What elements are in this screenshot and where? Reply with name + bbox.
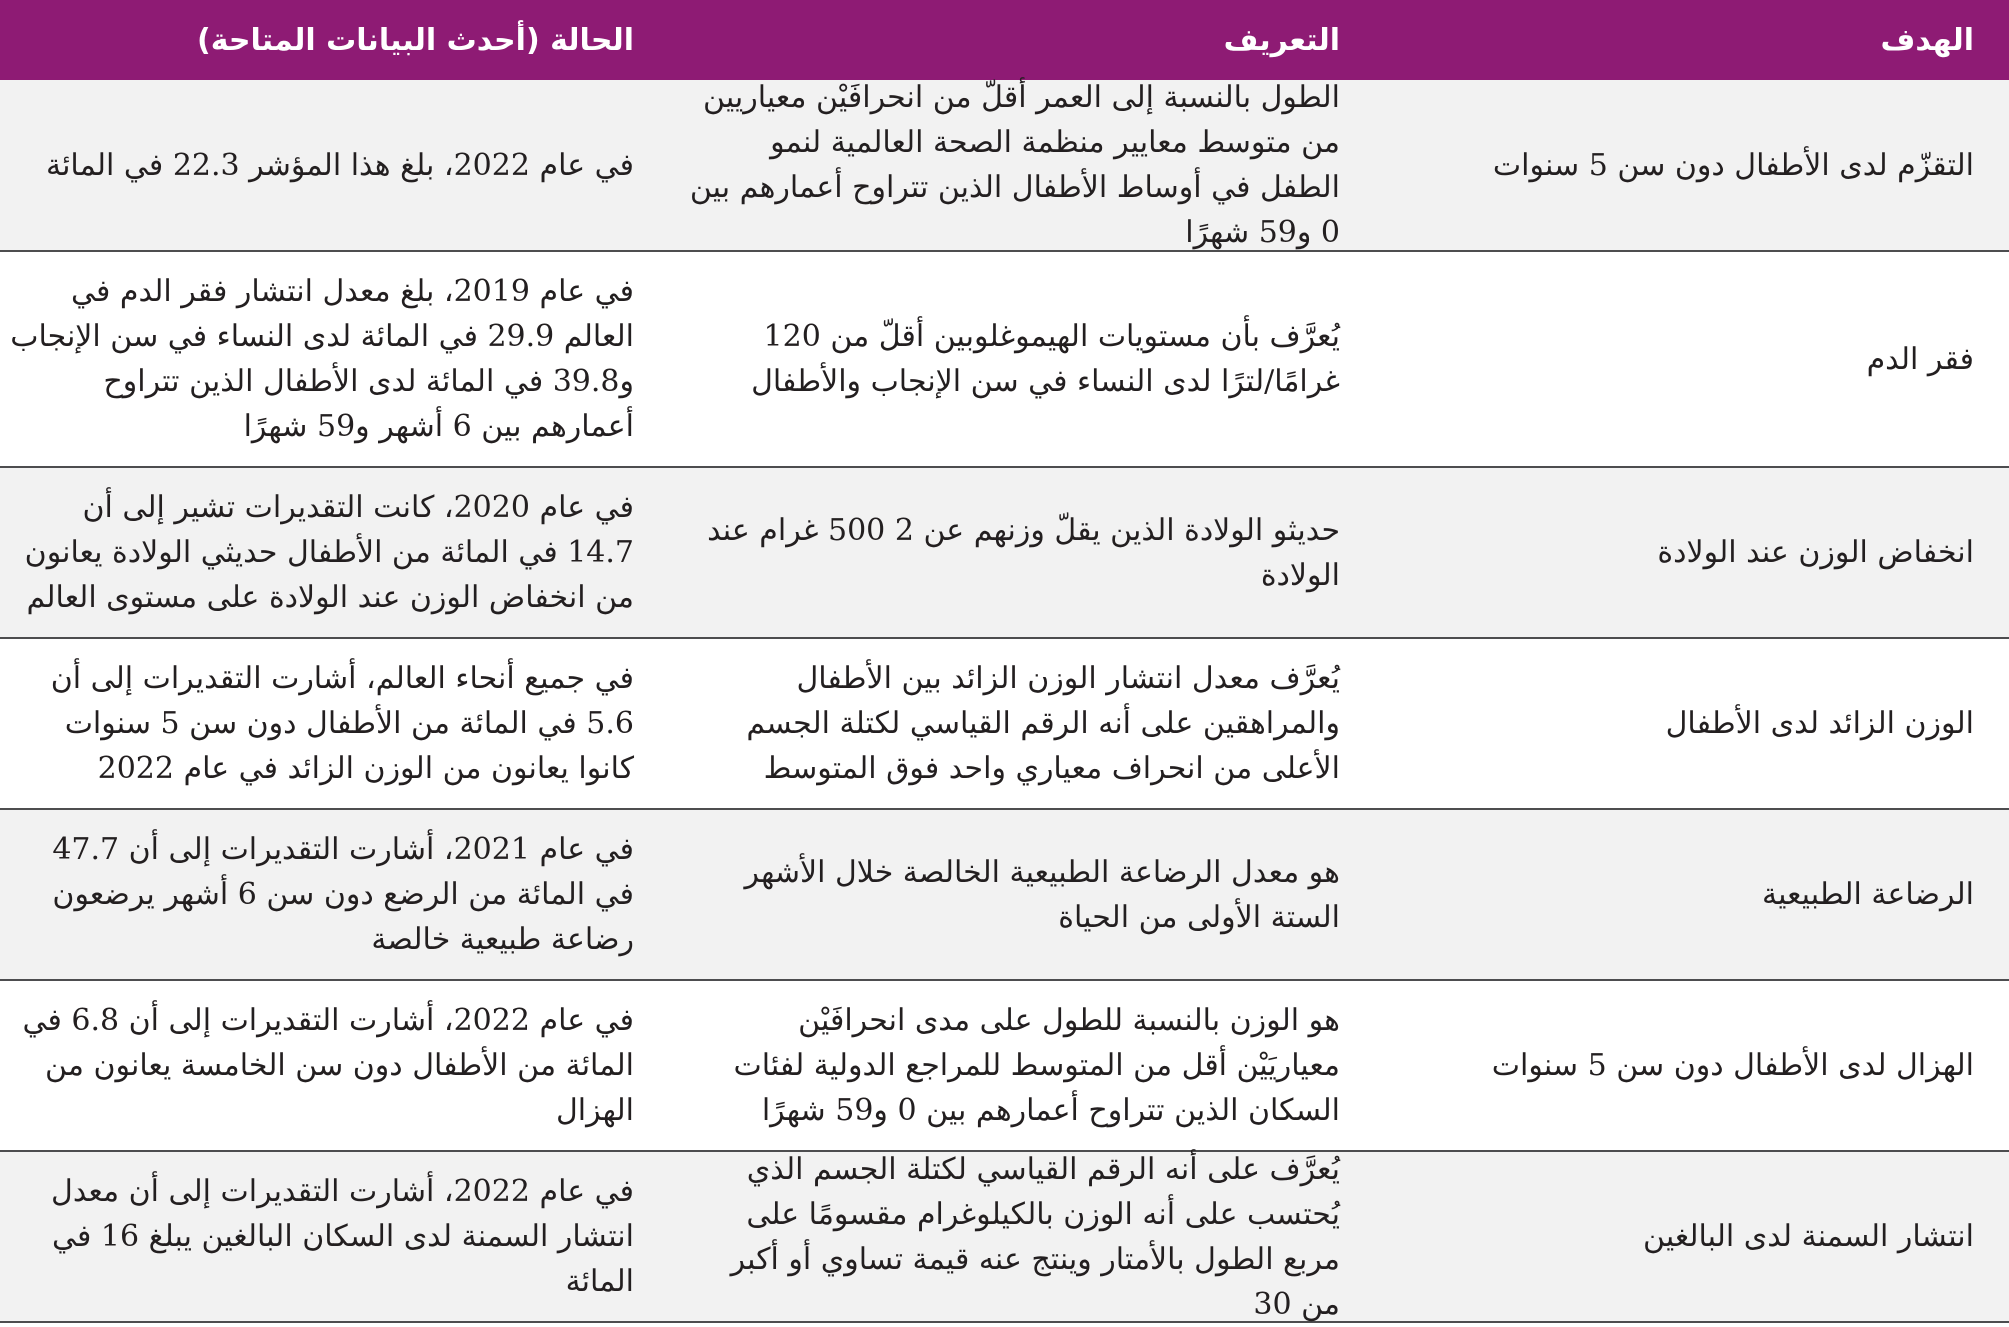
goal-cell: انتشار السمنة لدى البالغين	[1643, 1219, 1974, 1254]
goal-cell: انخفاض الوزن عند الولادة	[1657, 535, 1974, 570]
header-definition: التعريف	[1223, 22, 1340, 58]
status-cell: في عام 2022، بلغ هذا المؤشر 22.3 في المائة	[46, 147, 634, 183]
definition-cell: الطول بالنسبة إلى العمر أقلّ من انحرافَيْن معياريين من متوسط معايير منظمة الصحة العالمية لنمو الطفل في أوساط الأطفال الذين تتراوح أعمارهم بين 0 و59 شهرًا	[689, 80, 1340, 250]
definition-cell: يُعرَّف على أنه الرقم القياسي لكتلة الجسم الذي يُحتسب على أنه الوزن بالكيلوغرام مقسومًا على مربع الطول بالأمتار وينتج عنه قيمة تساوي أو أكبر من 30	[730, 1151, 1340, 1322]
status-cell: في عام 2022، أشارت التقديرات إلى أن 6.8 في المائة من الأطفال دون سن الخامسة يعانون من الهزال	[22, 1003, 634, 1128]
table-row	[0, 1152, 2009, 1323]
definition-cell: هو معدل الرضاعة الطبيعية الخالصة خلال الأشهر الستة الأولى من الحياة	[744, 854, 1340, 935]
goal-cell: الرضاعة الطبيعية	[1762, 877, 1974, 912]
table-row	[0, 810, 2009, 981]
status-cell: في عام 2021، أشارت التقديرات إلى أن 47.7 في المائة من الرضع دون سن 6 أشهر يرضعون رضاعة طبيعية خالصة	[52, 832, 634, 957]
header-goal: الهدف	[1880, 22, 1974, 58]
table-row	[0, 252, 2009, 468]
table-row	[0, 80, 2009, 252]
goal-cell: التقزّم لدى الأطفال دون سن 5 سنوات	[1492, 147, 1974, 183]
definition-cell: حديثو الولادة الذين يقلّ وزنهم عن 2 500 غرام عند الولادة	[707, 512, 1340, 593]
status-cell: في عام 2020، كانت التقديرات تشير إلى أن 14.7 في المائة من الأطفال حديثي الولادة يعانون من انخفاض الوزن عند الولادة على مستوى العالم	[24, 490, 634, 615]
status-cell: في جميع أنحاء العالم، أشارت التقديرات إلى أن 5.6 في المائة من الأطفال دون سن 5 سنوات كانوا يعانون من الوزن الزائد في عام 2022	[50, 661, 634, 786]
status-cell: في عام 2022، أشارت التقديرات إلى أن معدل انتشار السمنة لدى السكان البالغين يبلغ 16 في المائة	[51, 1174, 634, 1299]
definition-cell: يُعرَّف بأن مستويات الهيموغلوبين أقلّ من 120 غرامًا/لترًا لدى النساء في سن الإنجاب والأطفال	[751, 319, 1340, 399]
table-header	[0, 0, 2009, 80]
status-cell: في عام 2019، بلغ معدل انتشار فقر الدم في العالم 29.9 في المائة لدى النساء في سن الإنجاب و39.8 في المائة لدى الأطفال الذين تتراوح أعمارهم بين 6 أشهر و59 شهرًا	[10, 274, 634, 444]
definition-cell: يُعرَّف معدل انتشار الوزن الزائد بين الأطفال والمراهقين على أنه الرقم القياسي لكتلة الجسم الأعلى من انحراف معياري واحد فوق المتوسط	[746, 661, 1340, 786]
header-status: الحالة (أحدث البيانات المتاحة)	[197, 22, 634, 58]
goal-cell: الهزال لدى الأطفال دون سن 5 سنوات	[1491, 1048, 1974, 1083]
definition-cell: هو الوزن بالنسبة للطول على مدى انحرافَيْن معياريَيْن أقل من المتوسط للمراجع الدولية لفئات السكان الذين تتراوح أعمارهم بين 0 و59 شهرًا	[733, 1003, 1340, 1128]
goal-cell: فقر الدم	[1866, 341, 1974, 377]
table-row	[0, 981, 2009, 1152]
table-row	[0, 639, 2009, 810]
table-row	[0, 468, 2009, 639]
goal-cell: الوزن الزائد لدى الأطفال	[1665, 706, 1974, 741]
